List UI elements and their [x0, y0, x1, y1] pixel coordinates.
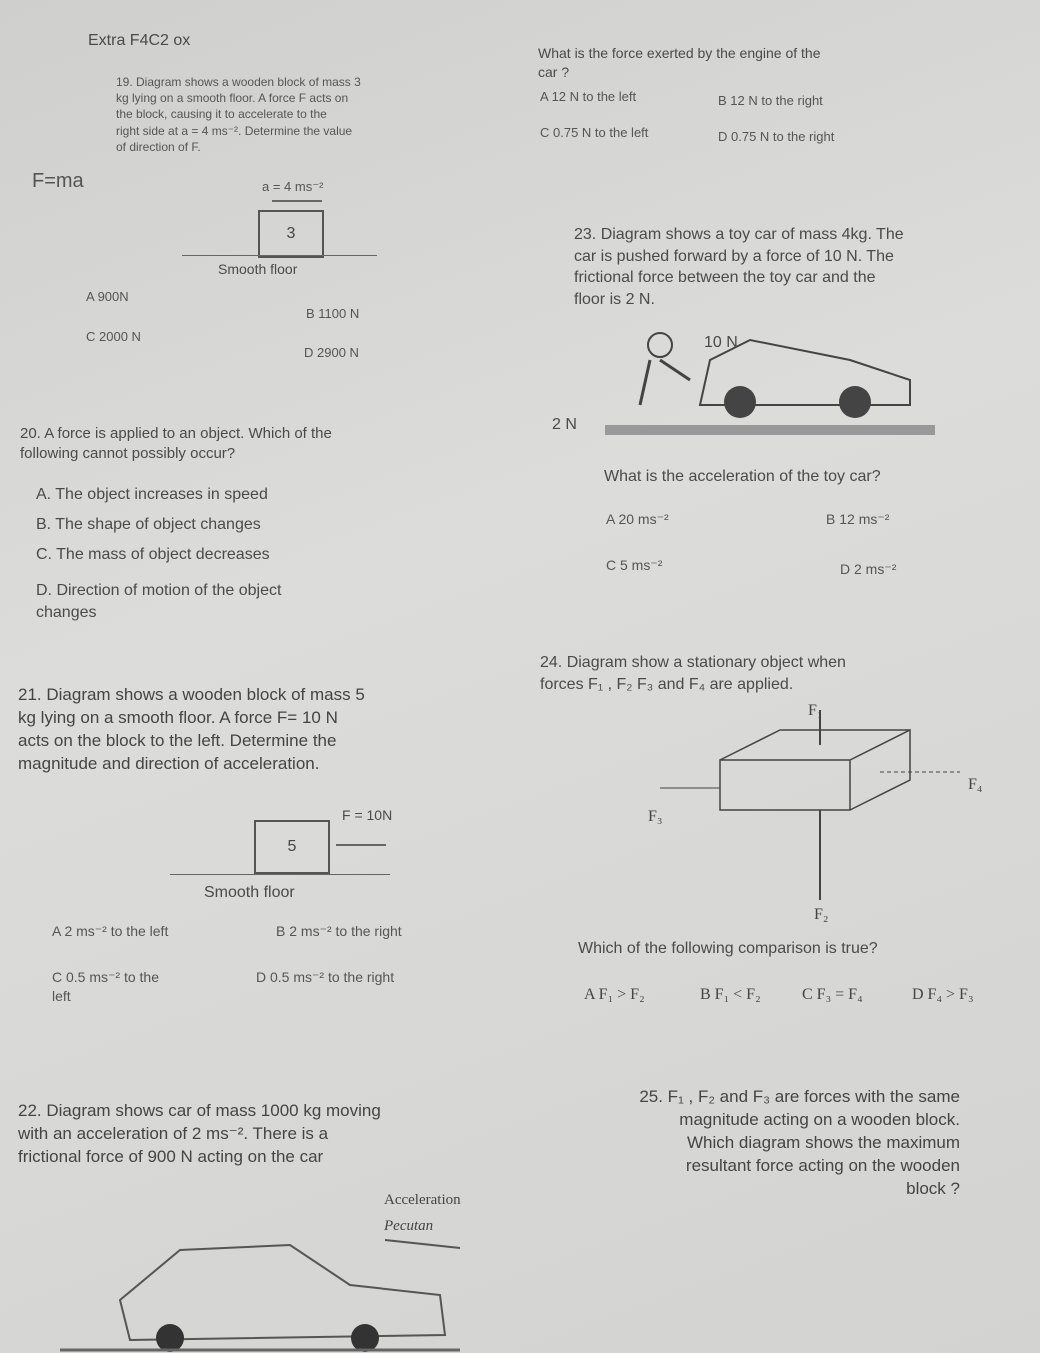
q20-opt-a[interactable]: A. The object increases in speed	[36, 486, 268, 503]
floor-line	[170, 874, 390, 875]
q21-opt-d[interactable]: D 0.5 ms⁻² to the right	[256, 969, 395, 985]
q22-opt-d[interactable]: D 0.75 N to the right	[718, 129, 835, 144]
accel-label: Acceleration	[384, 1192, 461, 1208]
q20-opt-b[interactable]: B. The shape of object changes	[36, 516, 261, 533]
q25-text: 25. F₁ , F₂ and F₃ are forces with the same magnitude acting on a wooden block. Which diagram shows the maximum resultant force acting on the wooden block ?	[639, 1087, 960, 1198]
floor-line	[182, 255, 377, 256]
q24-text: 24. Diagram show a stationary object when forces F₁ , F₂ F₃ and F₄ are applied.	[540, 654, 846, 693]
floor-label: Smooth floor	[218, 261, 298, 277]
q23-question: What is the acceleration of the toy car?	[604, 468, 881, 485]
q20-text: 20. A force is applied to an object. Which of the following cannot possibly occur?	[20, 425, 332, 463]
q19-opt-d[interactable]: D 2900 N	[304, 345, 359, 360]
q22-opt-a[interactable]: A 12 N to the left	[540, 89, 637, 104]
forces-diagram	[640, 700, 960, 920]
q23-opt-c[interactable]: C 5 ms⁻²	[606, 557, 663, 573]
q21-opt-a[interactable]: A 2 ms⁻² to the left	[52, 923, 169, 939]
q23-opt-b[interactable]: B 12 ms⁻²	[826, 511, 890, 527]
header: Extra F4C2 ox	[88, 32, 191, 49]
floor-label: Smooth floor	[204, 884, 295, 901]
car-diagram	[60, 1230, 480, 1353]
pecutan-label: Pecutan	[384, 1218, 434, 1234]
q24-opt-c[interactable]: C F₃ = F₄	[802, 986, 863, 1003]
block-mass: 3	[286, 225, 296, 242]
q19-opt-b[interactable]: B 1100 N	[306, 306, 360, 321]
friction-label: 2 N	[552, 416, 577, 433]
q23-opt-a[interactable]: A 20 ms⁻²	[606, 511, 669, 527]
block-3	[258, 210, 324, 258]
f3-label: F₃	[648, 808, 663, 825]
q22-question: What is the force exerted by the engine of the car ?	[538, 45, 821, 80]
block-mass: 5	[287, 838, 297, 855]
handwritten-note: F=ma	[32, 170, 84, 192]
q19-accel: a = 4 ms⁻²	[262, 179, 324, 194]
q19-text: 19. Diagram shows a wooden block of mass 3 kg lying on a smooth floor. A force F acts on the block, causing it to accelerate to the right side at a = 4 ms⁻². Determine the value of direction of F.	[116, 75, 361, 154]
f1-label: F₁	[808, 702, 823, 719]
q20-opt-c[interactable]: C. The mass of object decreases	[36, 546, 270, 563]
q22-text: 22. Diagram shows car of mass 1000 kg moving with an acceleration of 2 ms⁻². There is a frictional force of 900 N acting on the car	[18, 1101, 381, 1166]
q22-opt-c[interactable]: C 0.75 N to the left	[540, 125, 649, 140]
q23-text: 23. Diagram shows a toy car of mass 4kg. The car is pushed forward by a force of 10 N. The frictional force between the toy car and the floor is 2 N.	[574, 226, 904, 308]
q19-opt-a[interactable]: A 900N	[86, 289, 129, 304]
toy-car-diagram	[550, 320, 940, 440]
push-force-label: 10 N	[704, 334, 738, 351]
q24-opt-b[interactable]: B F₁ < F₂	[700, 986, 761, 1003]
q24-opt-d[interactable]: D F₄ > F₃	[912, 986, 974, 1003]
accel-arrow	[272, 200, 322, 202]
q22-opt-b[interactable]: B 12 N to the right	[718, 93, 823, 108]
q24-opt-a[interactable]: A F₁ > F₂	[584, 986, 645, 1003]
force-arrow	[336, 844, 386, 846]
block-5	[254, 820, 330, 874]
f2-label: F₂	[814, 906, 829, 923]
q19-opt-c[interactable]: C 2000 N	[86, 329, 141, 344]
q21-force: F = 10N	[342, 807, 393, 823]
q20-opt-d[interactable]: D. Direction of motion of the object changes	[36, 582, 282, 621]
q21-opt-b[interactable]: B 2 ms⁻² to the right	[276, 923, 402, 939]
q21-opt-c[interactable]: C 0.5 ms⁻² to the left	[52, 969, 159, 1004]
q21-text: 21. Diagram shows a wooden block of mass 5 kg lying on a smooth floor. A force F= 10 N acts on the block to the left. Determine the magnitude and direction of acceleration.	[18, 685, 365, 773]
q23-opt-d[interactable]: D 2 ms⁻²	[840, 561, 897, 577]
q24-question: Which of the following comparison is true?	[578, 940, 878, 957]
f4-label: F₄	[968, 776, 983, 793]
